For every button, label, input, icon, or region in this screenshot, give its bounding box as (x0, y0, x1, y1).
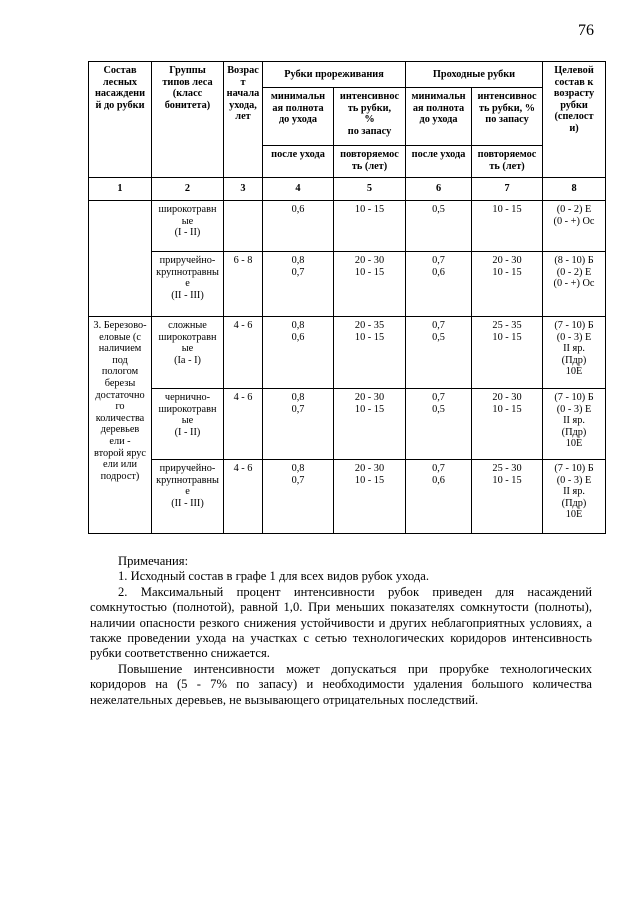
header-forest-types: Группы типов леса (класс бонитета) (152, 62, 224, 178)
thinning-density-cell: 0,8 0,6 (263, 317, 334, 389)
thinning-density-cell: 0,8 0,7 (263, 389, 334, 460)
start-age-cell (224, 201, 263, 252)
target-composition-cell: (0 - 2) Е (0 - +) Ос (543, 201, 606, 252)
forest-type-cell: приручейно- крупнотравны е (II - III) (152, 252, 224, 317)
passage-density-cell: 0,7 0,5 (406, 389, 472, 460)
start-age-cell: 4 - 6 (224, 317, 263, 389)
header-passage-intensity: интенсивнос ть рубки, % по запасу (472, 88, 543, 146)
column-number: 3 (224, 178, 263, 201)
forest-type-cell: чернично- широкотравн ые (I - II) (152, 389, 224, 460)
passage-intensity-cell: 25 - 30 10 - 15 (472, 460, 543, 534)
header-target-composition: Целевой состав к возрасту рубки (спелост и) (543, 62, 606, 178)
composition-cell: 3. Березово- еловые (с наличием под пологом березы достаточно го количества деревьев ели - второй ярус ели или подрост) (89, 317, 152, 534)
start-age-cell: 6 - 8 (224, 252, 263, 317)
passage-intensity-cell: 10 - 15 (472, 201, 543, 252)
column-number: 8 (543, 178, 606, 201)
thinning-density-cell: 0,6 (263, 201, 334, 252)
header-passage-min-density: минимальн ая полнота до ухода (406, 88, 472, 146)
thinning-density-cell: 0,8 0,7 (263, 252, 334, 317)
column-number: 2 (152, 178, 224, 201)
note-2: 2. Максимальный процент интенсивности рубок приведен для насаждений сомкнутостью (полнотой), равной 1,0. При меньших показателях сомкнутости (полноты), наличии опасности резкого снижения устойчивости и других неблагоприятных условиях, а также проведении ухода на участках с сетью технологических коридоров интенсивность рубки соответственно снижается. (90, 584, 592, 661)
forest-type-cell: приручейно- крупнотравны е (II - III) (152, 460, 224, 534)
column-number: 6 (406, 178, 472, 201)
column-number: 5 (334, 178, 406, 201)
note-1: 1. Исходный состав в графе 1 для всех видов рубок ухода. (118, 569, 430, 584)
thinning-intensity-cell: 20 - 30 10 - 15 (334, 252, 406, 317)
passage-density-cell: 0,7 0,6 (406, 460, 472, 534)
header-start-age: Возрас т начала ухода, лет (224, 62, 263, 178)
passage-density-cell: 0,7 0,5 (406, 317, 472, 389)
table-row (89, 252, 606, 317)
header-thinning-after-care: после ухода (263, 146, 334, 178)
target-composition-cell: (7 - 10) Б (0 - 3) Е II яр. (Пдр) 10Е (543, 317, 606, 389)
forest-type-cell: широкотравн ые (I - II) (152, 201, 224, 252)
header-thinning-intensity: интенсивнос ть рубки, % по запасу (334, 88, 406, 146)
column-number: 4 (263, 178, 334, 201)
header-thinning: Рубки прореживания (263, 62, 406, 88)
passage-density-cell: 0,5 (406, 201, 472, 252)
table-row (89, 201, 606, 252)
header-thinning-min-density: минимальн ая полнота до ухода (263, 88, 334, 146)
start-age-cell: 4 - 6 (224, 460, 263, 534)
note-3: Повышение интенсивности может допускаться при прорубке технологических коридоров на (5 - 7% по запасу) и необходимости удаления большого количества нежелательных деревьев, не вызывающего отрицательных последствий. (90, 661, 592, 707)
passage-intensity-cell: 20 - 30 10 - 15 (472, 389, 543, 460)
header-passage-after-care: после ухода (406, 146, 472, 178)
start-age-cell: 4 - 6 (224, 389, 263, 460)
thinning-intensity-cell: 20 - 30 10 - 15 (334, 389, 406, 460)
page-number: 76 (578, 22, 594, 39)
column-number: 1 (89, 178, 152, 201)
passage-intensity-cell: 20 - 30 10 - 15 (472, 252, 543, 317)
thinning-intensity-cell: 20 - 35 10 - 15 (334, 317, 406, 389)
forest-care-table (88, 61, 606, 534)
thinning-intensity-cell: 10 - 15 (334, 201, 406, 252)
forest-type-cell: сложные широкотравн ые (Ia - I) (152, 317, 224, 389)
notes-section (90, 554, 592, 708)
notes-title: Примечания: (118, 554, 189, 568)
header-composition: Состав лесных насаждени й до рубки (89, 62, 152, 178)
header-passage-cutting: Проходные рубки (406, 62, 543, 88)
thinning-density-cell: 0,8 0,7 (263, 460, 334, 534)
table-row (89, 317, 606, 389)
passage-intensity-cell: 25 - 35 10 - 15 (472, 317, 543, 389)
target-composition-cell: (8 - 10) Б (0 - 2) Е (0 - +) Ос (543, 252, 606, 317)
target-composition-cell: (7 - 10) Б (0 - 3) Е II яр. (Пдр) 10Е (543, 389, 606, 460)
passage-density-cell: 0,7 0,6 (406, 252, 472, 317)
composition-cell (89, 201, 152, 317)
table-row (89, 460, 606, 534)
target-composition-cell: (7 - 10) Б (0 - 3) Е II яр. (Пдр) 10Е (543, 460, 606, 534)
thinning-intensity-cell: 20 - 30 10 - 15 (334, 460, 406, 534)
table-row (89, 389, 606, 460)
column-number: 7 (472, 178, 543, 201)
header-thinning-repeat: повторяемос ть (лет) (334, 146, 406, 178)
header-passage-repeat: повторяемос ть (лет) (472, 146, 543, 178)
